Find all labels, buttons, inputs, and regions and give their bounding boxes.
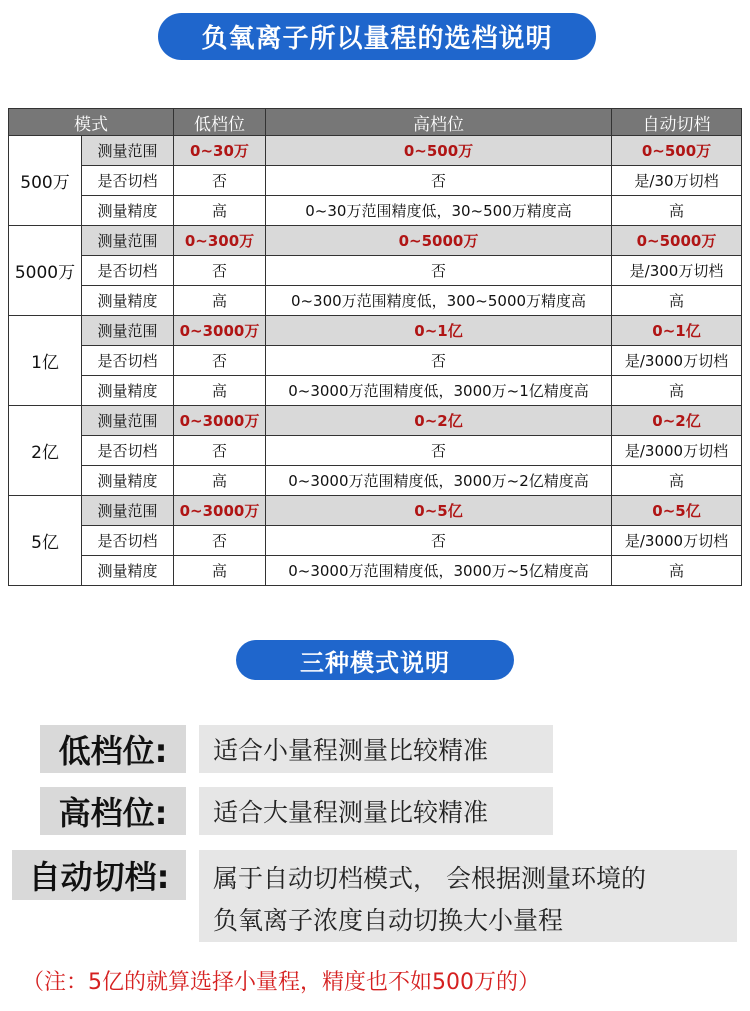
header-mode: 模式: [9, 109, 174, 136]
high-cell: 否: [266, 166, 612, 196]
metric-cell: 测量精度: [82, 556, 174, 586]
metric-cell: 测量精度: [82, 466, 174, 496]
mode-desc-high: 适合大量程测量比较精准: [199, 787, 553, 835]
table-row: [9, 346, 742, 376]
mode-desc-auto-line2: 负氧离子浓度自动切换大小量程: [213, 906, 564, 935]
low-cell: 高: [174, 196, 266, 226]
metric-cell: 测量精度: [82, 286, 174, 316]
low-cell: 否: [174, 256, 266, 286]
auto-range-cell: 0~5亿: [612, 496, 742, 526]
metric-cell: 测量精度: [82, 376, 174, 406]
high-range-cell: 0~5亿: [266, 496, 612, 526]
header-low: 低档位: [174, 109, 266, 136]
mode-desc-auto: [199, 850, 737, 942]
mode-label-high: 高档位:: [40, 787, 186, 835]
auto-range-cell: 0~500万: [612, 136, 742, 166]
metric-cell: 测量范围: [82, 316, 174, 346]
header-auto: 自动切档: [612, 109, 742, 136]
high-cell: 否: [266, 256, 612, 286]
metric-cell: 是否切档: [82, 436, 174, 466]
table-row: [9, 556, 742, 586]
auto-cell: 是/3000万切档: [612, 436, 742, 466]
table-row: [9, 376, 742, 406]
high-range-cell: 0~2亿: [266, 406, 612, 436]
auto-cell: 高: [612, 556, 742, 586]
table-row: [9, 286, 742, 316]
table-row: [9, 256, 742, 286]
table-row: [9, 496, 742, 526]
high-range-cell: 0~500万: [266, 136, 612, 166]
footnote: （注：5亿的就算选择小量程，精度也不如500万的）: [22, 970, 540, 995]
table-header-row: [9, 109, 742, 136]
range-spec-table: [8, 108, 742, 586]
mode-cell: 5000万: [9, 226, 82, 316]
mode-cell: 1亿: [9, 316, 82, 406]
low-cell: 否: [174, 436, 266, 466]
low-cell: 否: [174, 526, 266, 556]
auto-cell: 高: [612, 376, 742, 406]
table-row: [9, 436, 742, 466]
metric-cell: 测量范围: [82, 496, 174, 526]
low-cell: 高: [174, 286, 266, 316]
metric-cell: 是否切档: [82, 256, 174, 286]
high-cell: 0~3000万范围精度低，3000万~5亿精度高: [266, 556, 612, 586]
table-row: [9, 466, 742, 496]
table-row: [9, 196, 742, 226]
table-row: [9, 406, 742, 436]
mode-desc-low: 适合小量程测量比较精准: [199, 725, 553, 773]
auto-cell: 是/30万切档: [612, 166, 742, 196]
table-row: [9, 136, 742, 166]
auto-range-cell: 0~1亿: [612, 316, 742, 346]
metric-cell: 是否切档: [82, 346, 174, 376]
auto-range-cell: 0~2亿: [612, 406, 742, 436]
modes-section-title: 三种模式说明: [236, 640, 514, 680]
low-range-cell: 0~300万: [174, 226, 266, 256]
page-title: 负氧离子所以量程的选档说明: [158, 13, 596, 60]
low-cell: 高: [174, 466, 266, 496]
mode-cell: 2亿: [9, 406, 82, 496]
low-cell: 否: [174, 346, 266, 376]
metric-cell: 测量范围: [82, 136, 174, 166]
auto-cell: 是/3000万切档: [612, 526, 742, 556]
auto-cell: 是/300万切档: [612, 256, 742, 286]
mode-cell: 5亿: [9, 496, 82, 586]
high-cell: 否: [266, 526, 612, 556]
header-high: 高档位: [266, 109, 612, 136]
table-row: [9, 166, 742, 196]
auto-cell: 高: [612, 466, 742, 496]
auto-cell: 高: [612, 286, 742, 316]
auto-range-cell: 0~5000万: [612, 226, 742, 256]
mode-desc-auto-line1: 属于自动切档模式， 会根据测量环境的: [213, 864, 646, 893]
auto-cell: 高: [612, 196, 742, 226]
low-range-cell: 0~3000万: [174, 406, 266, 436]
low-cell: 否: [174, 166, 266, 196]
mode-cell: 500万: [9, 136, 82, 226]
auto-cell: 是/3000万切档: [612, 346, 742, 376]
table-row: [9, 316, 742, 346]
high-cell: 0~300万范围精度低，300~5000万精度高: [266, 286, 612, 316]
high-cell: 0~30万范围精度低，30~500万精度高: [266, 196, 612, 226]
mode-label-low: 低档位:: [40, 725, 186, 773]
high-cell: 0~3000万范围精度低，3000万~1亿精度高: [266, 376, 612, 406]
metric-cell: 测量精度: [82, 196, 174, 226]
mode-label-auto: 自动切档:: [12, 850, 186, 900]
metric-cell: 测量范围: [82, 226, 174, 256]
high-cell: 否: [266, 436, 612, 466]
metric-cell: 是否切档: [82, 526, 174, 556]
metric-cell: 是否切档: [82, 166, 174, 196]
high-cell: 否: [266, 346, 612, 376]
high-cell: 0~3000万范围精度低，3000万~2亿精度高: [266, 466, 612, 496]
metric-cell: 测量范围: [82, 406, 174, 436]
low-range-cell: 0~3000万: [174, 316, 266, 346]
low-range-cell: 0~30万: [174, 136, 266, 166]
table-row: [9, 526, 742, 556]
low-range-cell: 0~3000万: [174, 496, 266, 526]
high-range-cell: 0~1亿: [266, 316, 612, 346]
low-cell: 高: [174, 376, 266, 406]
high-range-cell: 0~5000万: [266, 226, 612, 256]
low-cell: 高: [174, 556, 266, 586]
table-row: [9, 226, 742, 256]
